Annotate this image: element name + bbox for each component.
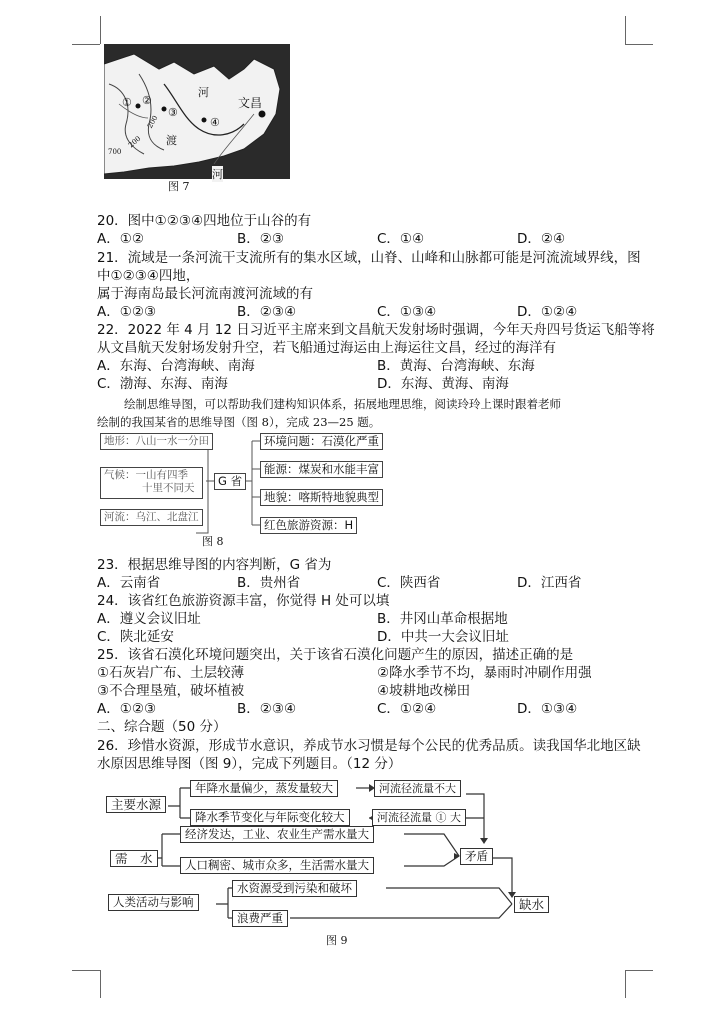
crop-mark (100, 970, 101, 998)
mindmap-climate (100, 467, 203, 499)
section-2-title: 二、综合题（50 分） (97, 719, 227, 735)
q25-statement-2: ②降水季节不均，暴雨时冲刷作用强 (377, 665, 592, 681)
q20-option-c: C．①④ (377, 231, 425, 247)
map-label-p2: ② (142, 94, 152, 107)
crop-mark (72, 44, 100, 45)
q22-option-d: D．东海、黄海、南海 (377, 376, 509, 392)
mindmap-terrain: 地形：八山一水一分田 (100, 433, 213, 450)
mindmap-climate-line1: 气候：一山有四季 (104, 469, 188, 481)
mindmap-energy: 能源：煤炭和水能丰富 (260, 461, 383, 478)
map-label-river-mid: 渡 (166, 134, 177, 147)
q25-stem: 25．该省石漠化环境问题突出，关于该省石漠化问题产生的原因，描述正确的是 (97, 647, 574, 663)
q25-option-d: D．①③④ (517, 701, 578, 717)
q23-stem: 23．根据思维导图的内容判断，G 省为 (97, 557, 332, 573)
q20-option-b: B．②③ (237, 231, 284, 247)
q23-option-c: C．陕西省 (377, 575, 441, 591)
q20-option-d: D．②④ (517, 231, 566, 247)
q22-option-c: C．渤海、东海、南海 (97, 376, 228, 392)
figure-8-caption: 图 8 (202, 535, 224, 548)
crop-mark (625, 970, 653, 971)
mindmap-center: G 省 (214, 473, 246, 490)
q25-statement-1: ①石灰岩广布、土层较薄 (97, 665, 245, 681)
intro-23-line1: 绘制思维导图，可以帮助我们建构知识体系，拓展地理思维，阅读玲玲上课时跟着老师 (124, 397, 561, 411)
mindmap-climate-line2: 十里不同天 (142, 482, 195, 494)
crop-mark (100, 16, 101, 44)
figure-7-map (104, 44, 290, 192)
mindmap-red-tourism: 红色旅游资源：H (260, 517, 357, 534)
fig9-pollution: 水资源受到污染和破坏 (232, 880, 357, 897)
intro-23-line2: 绘制的我国某省的思维导图（图 8），完成 23—25 题。 (97, 415, 381, 429)
crop-mark (72, 970, 100, 971)
fig9-economy: 经济发达，工业、农业生产需水量大 (180, 826, 374, 843)
fig9-waste: 浪费严重 (232, 910, 288, 927)
crop-mark (625, 44, 653, 45)
q21-option-a: A．①②③ (97, 304, 157, 320)
fig9-rain-less: 年降水量偏少，蒸发量较大 (190, 780, 338, 797)
q24-option-d: D．中共一大会议旧址 (377, 629, 509, 645)
fig9-shortage: 缺水 (514, 896, 549, 913)
map-graphic (104, 44, 290, 179)
q25-option-b: B．②③④ (237, 701, 297, 717)
figure-9-caption: 图 9 (326, 934, 348, 947)
q24-option-c: C．陕北延安 (97, 629, 174, 645)
map-label-river-bottom: 河 (212, 168, 223, 181)
q24-option-b: B．井冈山革命根据地 (377, 611, 508, 627)
q22-stem-line1: 22．2022 年 4 月 12 日习近平主席来到文昌航天发射场时强调，今年天舟四号货运飞船等将 (97, 322, 655, 338)
q23-option-d: D．江西省 (517, 575, 582, 591)
point-2-marker (136, 104, 141, 109)
q21-stem-line1: 21．流域是一条河流干支流所有的集水区域，山脊、山峰和山脉都可能是河流流域界线，图 (97, 250, 641, 266)
point-4-marker (202, 118, 207, 123)
fig9-runoff-small: 河流径流量不大 (374, 780, 461, 797)
fig9-rain-variation: 降水季节变化与年际变化较大 (190, 809, 350, 826)
q20-option-a: A．①② (97, 231, 144, 247)
contour-label: 200 (145, 114, 160, 130)
q23-option-a: A．云南省 (97, 575, 161, 591)
q21-stem-line2: 中①②③④四地， (97, 268, 200, 284)
q25-option-a: A．①②③ (97, 701, 157, 717)
map-label-p3: ③ (168, 106, 178, 119)
q21-option-b: B．②③④ (237, 304, 297, 320)
q20-stem: 20．图中①②③④四地位于山谷的有 (97, 213, 312, 229)
map-label-city: 文昌 (238, 96, 263, 110)
figure-9-diagram (104, 776, 554, 947)
q22-stem-line2: 从文昌航天发射场发射升空，若飞船通过海运由上海运往文昌，经过的海洋有 (97, 340, 556, 356)
q24-option-a: A．遵义会议旧址 (97, 611, 201, 627)
q26-stem-line1: 26．珍惜水资源，形成节水意识，养成节水习惯是每个公民的优秀品质。读我国华北地区缺 (97, 738, 641, 754)
map-label-p4: ④ (210, 116, 220, 129)
mindmap-rivers: 河流：乌江、北盘江 (100, 509, 203, 526)
figure-7-caption: 图 7 (168, 180, 190, 193)
q26-stem-line2: 水原因思维导图（图 9），完成下列题目。（12 分） (97, 756, 402, 772)
crop-mark (625, 970, 626, 998)
q22-option-a: A．东海、台湾海峡、南海 (97, 358, 255, 374)
q25-statement-3: ③不合理垦殖，破坏植被 (97, 683, 245, 699)
mindmap-environment: 环境问题：石漠化严重 (260, 433, 383, 450)
fig9-main-source: 主要水源 (106, 796, 166, 813)
fig9-contradiction: 矛盾 (460, 848, 493, 865)
fig9-demand: 需 水 (110, 850, 158, 867)
contour-label: 200 (126, 134, 143, 150)
q23-option-b: B．贵州省 (237, 575, 301, 591)
fig9-human-activity: 人类活动与影响 (108, 894, 199, 911)
point-3-marker (162, 107, 167, 112)
q21-stem-line3: 属于海南岛最长河流南渡河流域的有 (97, 286, 313, 302)
q21-option-c: C．①③④ (377, 304, 437, 320)
mindmap-landform: 地貌：喀斯特地貌典型 (260, 489, 383, 506)
map-label-p1: ① (122, 96, 132, 109)
figure-8-mindmap (100, 433, 400, 548)
crop-mark (625, 16, 626, 44)
q25-option-c: C．①②④ (377, 701, 437, 717)
q22-option-b: B．黄海、台湾海峡、东海 (377, 358, 535, 374)
contour-label: 700 (108, 148, 122, 156)
fig9-runoff-blank: 河流径流量 ① 大 (372, 809, 466, 826)
q21-option-d: D．①②④ (517, 304, 578, 320)
fig9-population: 人口稠密、城市众多，生活需水量大 (180, 857, 374, 874)
map-label-river-top: 河 (198, 86, 209, 99)
wenchang-marker (259, 111, 266, 118)
q24-stem: 24．该省红色旅游资源丰富，你觉得 H 处可以填 (97, 593, 390, 609)
q25-statement-4: ④坡耕地改梯田 (377, 683, 471, 699)
